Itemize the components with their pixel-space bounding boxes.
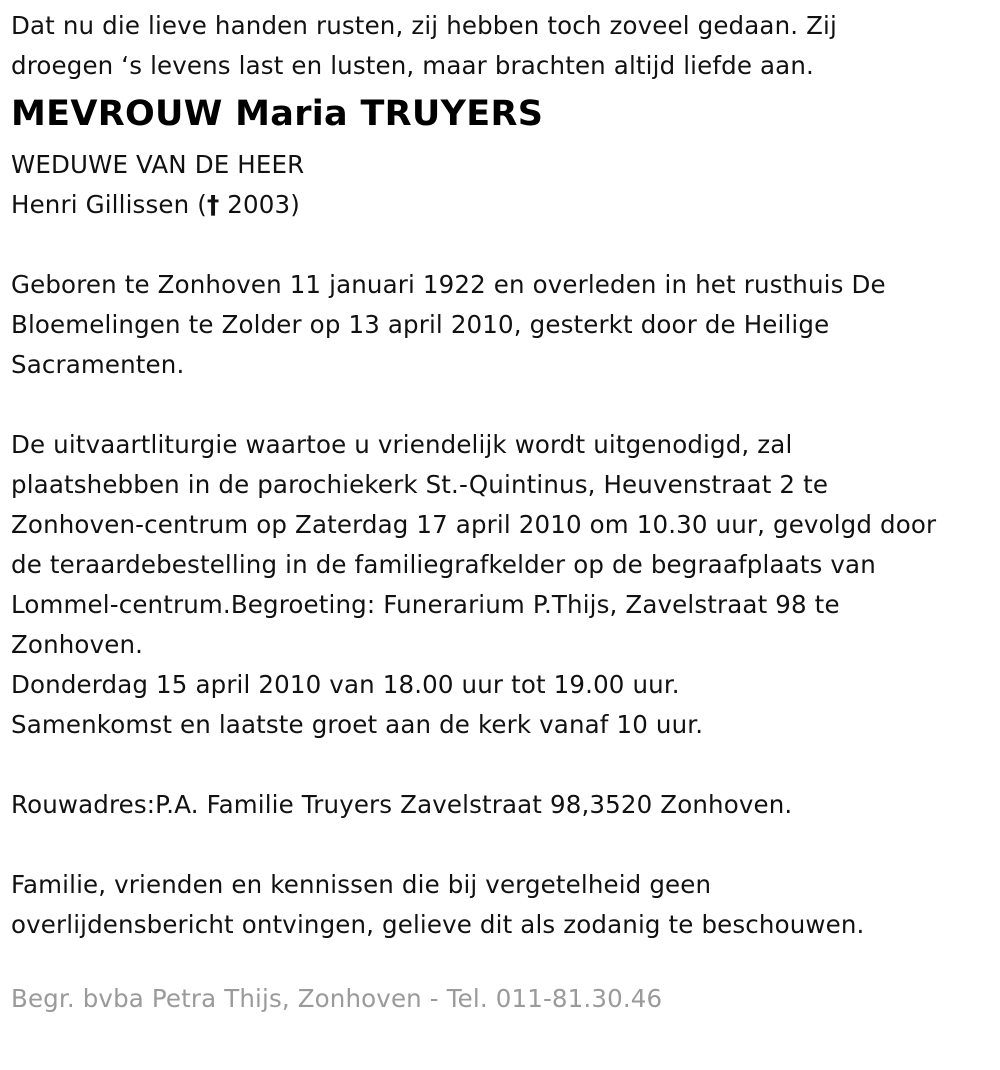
spouse-line: [11, 185, 1000, 225]
gathering-line: Samenkomst en laatste groet aan de kerk vanaf 10 uur.: [11, 710, 704, 739]
notice-paragraph: [11, 865, 1000, 945]
text-line: Sacramenten.: [11, 350, 185, 379]
address-line: Rouwadres:P.A. Familie Truyers Zavelstraat 98,3520 Zonhoven.: [11, 790, 793, 819]
spacer: [11, 225, 1000, 265]
spacer: [11, 745, 1000, 785]
spacer: [11, 385, 1000, 425]
spouse-death-year: 2003): [219, 190, 300, 219]
deceased-name-heading: MEVROUW Maria TRUYERS: [11, 94, 544, 134]
poem-line: Dat nu die lieve handen rusten, zij hebben toch zoveel gedaan. Zij: [11, 11, 837, 40]
poem-verse: [11, 6, 1000, 86]
mourning-address: [11, 785, 1000, 825]
text-line: Zonhoven.: [11, 630, 144, 659]
text-line: Bloemelingen te Zolder op 13 april 2010, gesterkt door de Heilige: [11, 310, 830, 339]
spouse-name: Henri Gillissen (: [11, 190, 207, 219]
birth-death-paragraph: [11, 265, 1000, 385]
text-line: Familie, vrienden en kennissen die bij vergetelheid geen: [11, 870, 712, 899]
poem-line: droegen ‘s levens last en lusten, maar brachten altijd liefde aan.: [11, 51, 814, 80]
spacer: [11, 825, 1000, 865]
text-line: de teraardebestelling in de familiegrafkelder op de begraafplaats van: [11, 550, 876, 579]
cross-icon: †: [206, 190, 220, 219]
text-line: De uitvaartliturgie waartoe u vriendelijk wordt uitgenodigd, zal: [11, 430, 793, 459]
text-line: Lommel-centrum.Begroeting: Funerarium P.Thijs, Zavelstraat 98 te: [11, 590, 840, 619]
widow-label: WEDUWE VAN DE HEER: [11, 150, 305, 179]
text-line: Geboren te Zonhoven 11 januari 1922 en overleden in het rusthuis De: [11, 270, 886, 299]
visitation-line: Donderdag 15 april 2010 van 18.00 uur tot 19.00 uur.: [11, 670, 680, 699]
spouse-info: [11, 145, 1000, 225]
funeral-paragraph: [11, 425, 1000, 745]
text-line: overlijdensbericht ontvingen, gelieve dit als zodanig te beschouwen.: [11, 910, 865, 939]
funeral-director-footer: Begr. bvba Petra Thijs, Zonhoven - Tel. 011-81.30.46: [11, 984, 663, 1013]
text-line: Zonhoven-centrum op Zaterdag 17 april 2010 om 10.30 uur, gevolgd door: [11, 510, 937, 539]
text-line: plaatshebben in de parochiekerk St.-Quintinus, Heuvenstraat 2 te: [11, 470, 829, 499]
